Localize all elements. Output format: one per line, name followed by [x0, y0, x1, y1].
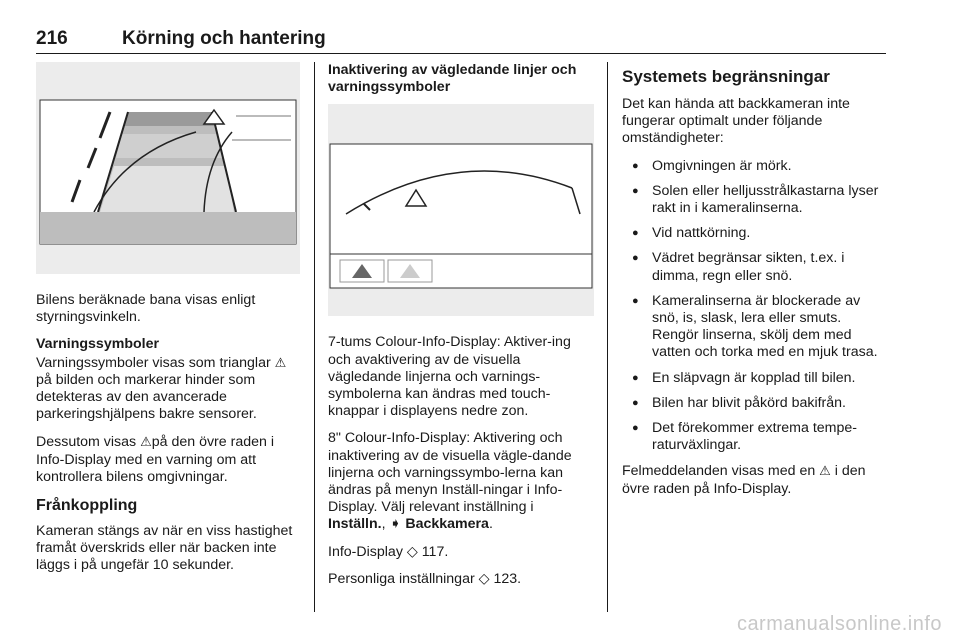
- limitations-heading: Systemets begränsningar: [622, 67, 830, 86]
- display-touch-buttons-figure: [328, 104, 594, 316]
- menu-rear-camera: Backkamera: [401, 516, 489, 533]
- seven-inch-paragraph: 7-tums Colour-Info-Display: Aktiver-ing och avaktivering av de visuella vägledande linjerna och varnings-symbolerna kan ändras med touch-knappar i displayens nedre zon.: [328, 334, 571, 420]
- page-ref-icon: ◇: [406, 543, 418, 560]
- page-ref-icon: ◇: [478, 570, 490, 587]
- limitations-intro: Det kan hända att backkameran inte fungerar optimalt under följande omständigheter:: [622, 96, 850, 147]
- figure-caption: Bilens beräknade bana visas enligt styrningsvinkeln.: [36, 292, 256, 326]
- column-1: [36, 62, 300, 585]
- list-item: ● Kameralinserna är blockerade av snö, is, slask, lera eller smuts. Rengör linserna, skölj dem med vatten och torka med en mjuk trasa.: [622, 293, 888, 362]
- warning-triangle-icon: ⚠: [819, 463, 831, 479]
- list-item: ● Vädret begränsar sikten, t.ex. i dimma, regn eller snö.: [622, 250, 888, 284]
- list-item: ● Det förekommer extrema tempe-raturväxlingar.: [622, 420, 888, 454]
- list-item: ● Solen eller helljusstrålkastarna lyser rakt in i kameralinserna.: [622, 183, 888, 217]
- deactivation-heading: Inaktivering av vägledande linjer och varningssymboler: [328, 62, 577, 96]
- display-touch-buttons-illustration: [328, 104, 594, 316]
- warning-triangle-icon: ⚠: [140, 434, 152, 450]
- page-title: Körning och hantering: [122, 28, 326, 49]
- page-header: [36, 26, 886, 54]
- ref-personal-settings: Personliga inställningar ◇ 123.: [328, 570, 522, 587]
- disconnection-paragraph: Kameran stängs av när en viss hastighet framåt överskrids eller när backen inte läggs i på ungefär 10 sekunder.: [36, 523, 293, 574]
- warning-symbols-heading: Varningssymboler: [36, 336, 160, 353]
- list-item: ● Bilen har blivit påkörd bakifrån.: [622, 395, 888, 412]
- menu-settings: Inställn.: [328, 516, 382, 533]
- camera-guidelines-figure: [36, 62, 300, 274]
- warning-info-paragraph: Dessutom visas ⚠på den övre raden i Info-Display med en varning om att kontrollera bilens omgivningar.: [36, 434, 274, 485]
- disconnection-heading: Frånkoppling: [36, 497, 138, 515]
- watermark: carmanualsonline.info: [736, 613, 942, 635]
- list-item: ● En släpvagn är kopplad till bilen.: [622, 370, 888, 387]
- list-item: ● Vid nattkörning.: [622, 225, 888, 242]
- column-divider: [314, 62, 315, 612]
- list-item: ● Omgivningen är mörk.: [622, 158, 888, 175]
- ref-info-display: Info-Display ◇ 117.: [328, 543, 449, 560]
- menu-arrow-icon: ➧: [389, 516, 402, 533]
- column-divider: [607, 62, 608, 612]
- page-number: 216: [36, 28, 68, 49]
- warning-symbols-paragraph: Varningssymboler Varningssymboler visas som trianglar ⚠på bilden och markerar hinder som detekteras av den avancerade parkeringshjälpens bakre sensorer.: [36, 336, 300, 423]
- eight-inch-paragraph: 8" Colour-Info-Display: Aktivering och inaktivering av de visuella vägle-dande linjerna och varningssymbo-lerna kan ändras på menyn Inställ-ningar i Info-Display. Välj relevant inställning i Inställn., ➧ Backkamera.: [328, 430, 572, 533]
- warning-triangle-icon: ⚠: [274, 354, 287, 370]
- camera-guidelines-illustration: [36, 62, 300, 274]
- error-message-paragraph: Felmeddelanden visas med en ⚠ i den övre raden på Info-Display.: [622, 463, 866, 497]
- column-3: [622, 62, 888, 508]
- column-2: [328, 62, 594, 598]
- limitations-list: [622, 158, 888, 455]
